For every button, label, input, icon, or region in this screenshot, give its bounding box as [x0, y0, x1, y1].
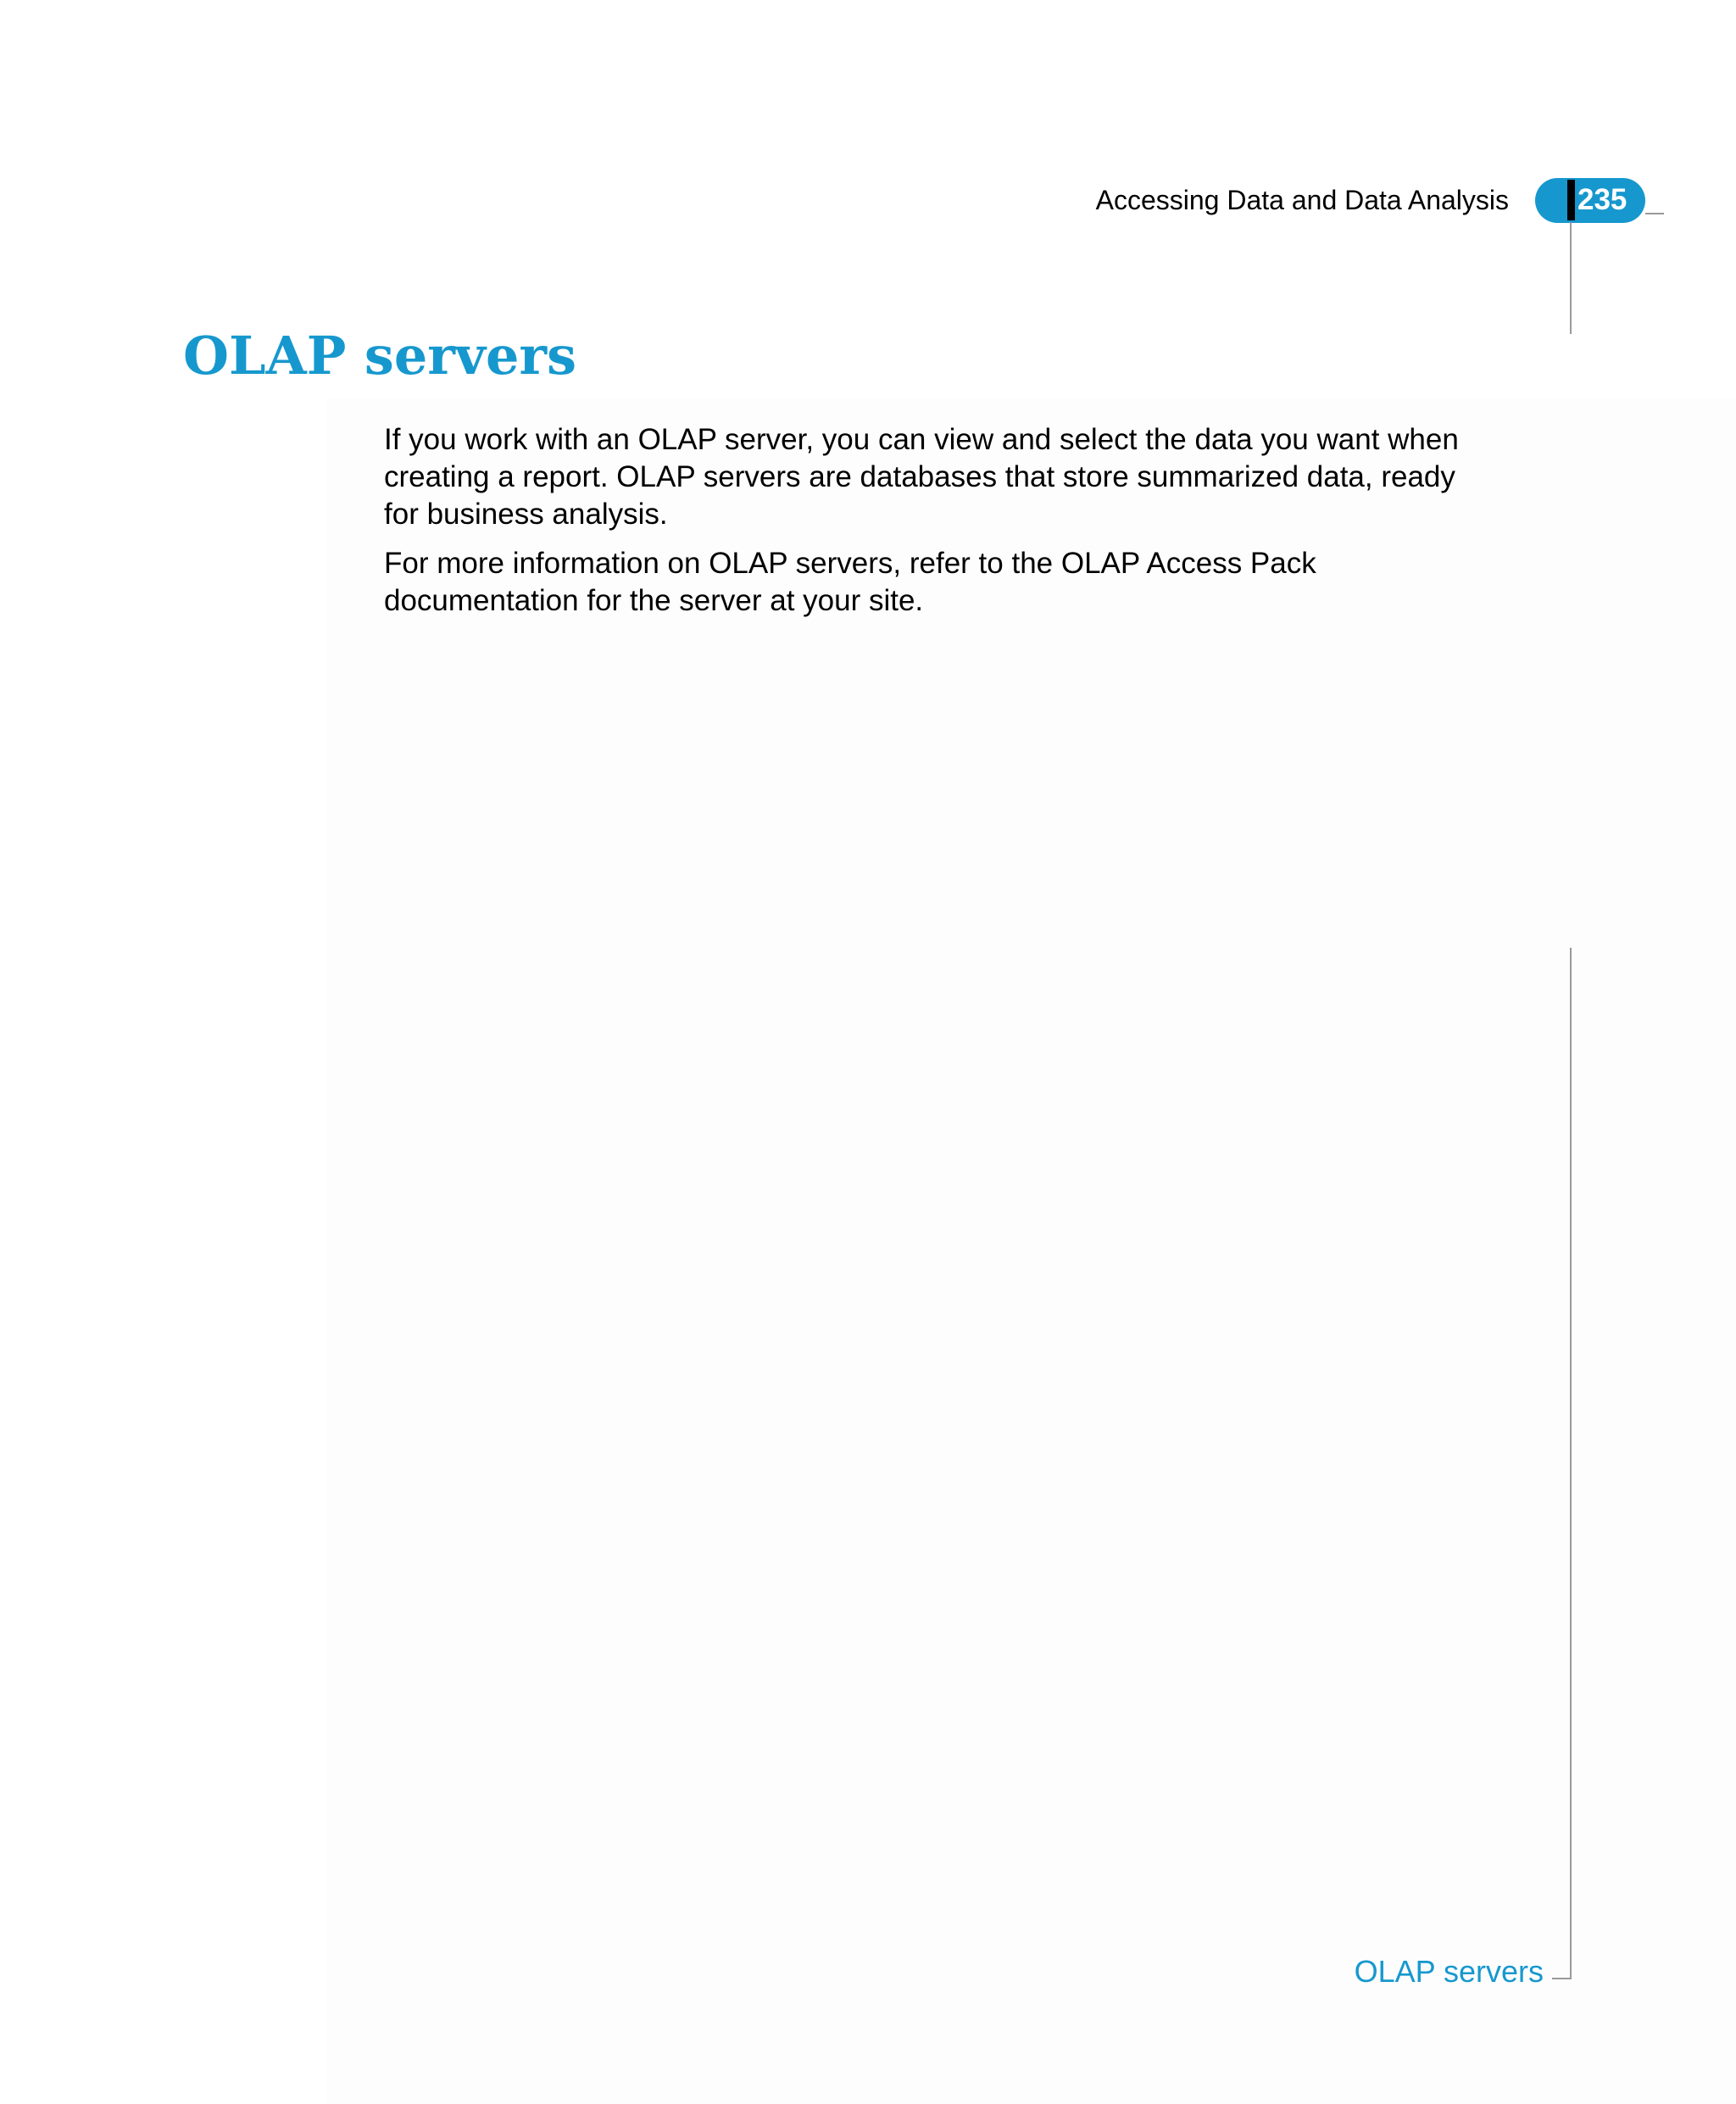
footer-section-label: OLAP servers	[1354, 1954, 1544, 1989]
body-paragraph-2: For more information on OLAP servers, refer to the OLAP Access Pack documentation for the server at your site.	[384, 547, 1316, 617]
footer-rule	[1552, 1978, 1572, 1979]
page-number: 235	[1577, 183, 1628, 216]
page-shade	[326, 398, 1736, 2104]
running-head: Accessing Data and Data Analysis	[1095, 185, 1509, 215]
section-heading: OLAP servers	[183, 325, 576, 387]
tab-rule	[1645, 213, 1664, 214]
margin-rule-top	[1570, 222, 1572, 334]
margin-rule-bottom	[1570, 948, 1572, 1979]
body-paragraph-1: If you work with an OLAP server, you can view and select the data you want when creating a report. OLAP servers are databases that store summarized data, ready for business analysis.	[384, 423, 1459, 531]
page-tab-marker	[1567, 180, 1575, 220]
